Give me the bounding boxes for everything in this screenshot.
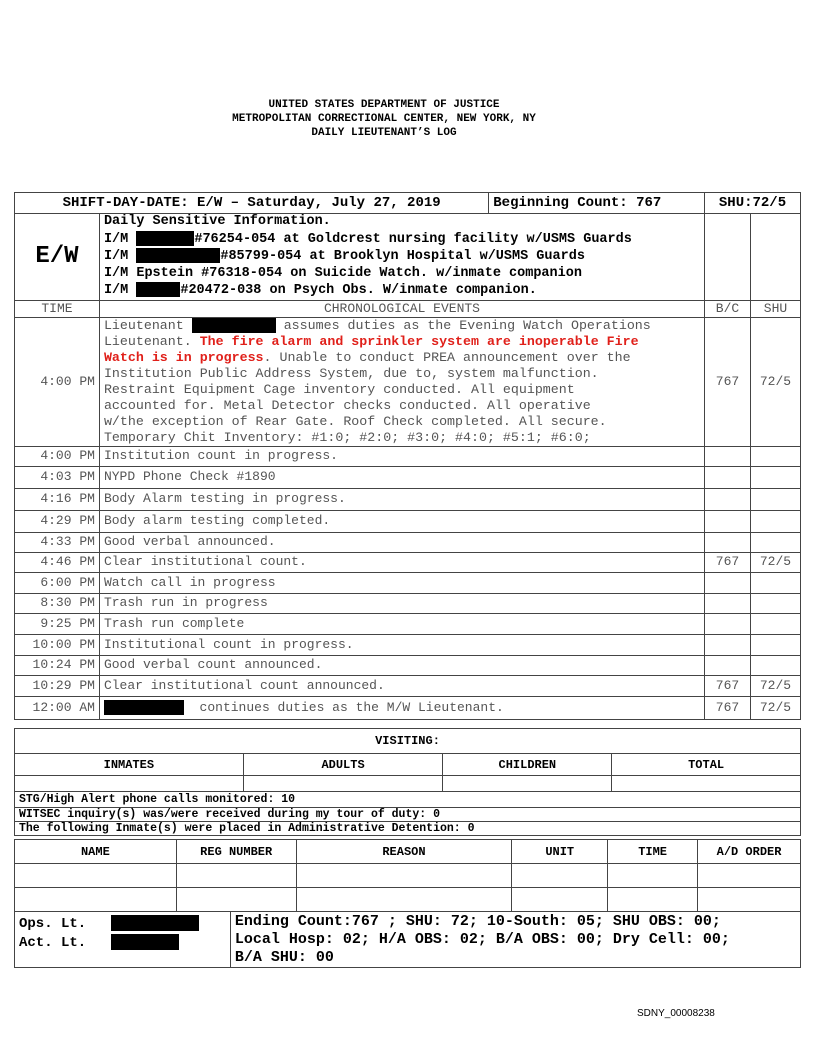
entry-bc <box>705 572 751 593</box>
log-entry-row <box>15 532 801 552</box>
visiting-children: CHILDREN <box>443 754 612 776</box>
entry-bc <box>705 466 751 488</box>
log-entry-row <box>15 634 801 655</box>
shu-count: SHU:72/5 <box>705 193 801 214</box>
visiting-title: VISITING: <box>15 729 801 754</box>
entry-bc <box>705 613 751 634</box>
entry-time: 4:16 PM <box>15 488 100 510</box>
entry-shu <box>750 572 800 593</box>
ending-count: Ending Count:767 ; SHU: 72; 10-South: 05; SHU OBS: 00; Local Hosp: 02; H/A OBS: 02; B/A OBS: 00; Dry Cell: 00; B/A SHU: 00 <box>230 912 800 968</box>
entry-bc <box>705 634 751 655</box>
log-table <box>14 192 801 720</box>
entry-bc <box>705 655 751 675</box>
entry-shu: 72/5 <box>750 675 800 696</box>
entry-shu <box>750 510 800 532</box>
entry-time: 4:33 PM <box>15 532 100 552</box>
entry-time: 10:29 PM <box>15 675 100 696</box>
entry-event: Clear institutional count announced. <box>99 675 704 696</box>
witsec-inquiry: WITSEC inquiry(s) was/were received during my tour of duty: 0 <box>15 808 801 822</box>
col-time: TIME <box>15 300 100 317</box>
entry-bc: 767 <box>705 552 751 572</box>
entry-time: 10:24 PM <box>15 655 100 675</box>
entry-time: 8:30 PM <box>15 593 100 613</box>
shift-code: E/W <box>15 214 100 301</box>
entry-time: 4:46 PM <box>15 552 100 572</box>
visiting-adults: ADULTS <box>243 754 443 776</box>
log-entry-row <box>15 655 801 675</box>
entry-event: Institution count in progress. <box>99 446 704 466</box>
entry-event: Body Alarm testing in progress. <box>99 488 704 510</box>
det-col-name: NAME <box>15 840 177 864</box>
det-col-reg: REG NUMBER <box>176 840 296 864</box>
det-col-ad: A/D ORDER <box>698 840 801 864</box>
entry-bc: 767 <box>705 317 751 446</box>
entry-event: NYPD Phone Check #1890 <box>99 466 704 488</box>
visiting-total: TOTAL <box>612 754 801 776</box>
sensitive-info <box>99 214 704 301</box>
det-col-time: TIME <box>608 840 698 864</box>
det-col-reason: REASON <box>296 840 512 864</box>
entry-shu <box>750 446 800 466</box>
entry-event: Clear institutional count. <box>99 552 704 572</box>
header-line-3: DAILY LIEUTENANT’S LOG <box>311 127 457 139</box>
entry-time: 6:00 PM <box>15 572 100 593</box>
entry-time: 4:00 PM <box>15 317 100 446</box>
log-entry-row <box>15 675 801 696</box>
log-entry-row <box>15 510 801 532</box>
stg-calls: STG/High Alert phone calls monitored: 10 <box>15 792 801 808</box>
col-bc: B/C <box>705 300 751 317</box>
entry-shu <box>750 466 800 488</box>
entry-shu <box>750 488 800 510</box>
entry-shu <box>750 593 800 613</box>
document-header <box>0 98 768 140</box>
log-entry-row <box>15 552 801 572</box>
entry-event: Trash run in progress <box>99 593 704 613</box>
entry-time: 4:29 PM <box>15 510 100 532</box>
shift-day-date: SHIFT-DAY-DATE: E/W – Saturday, July 27, 2019 <box>15 193 489 214</box>
col-events: CHRONOLOGICAL EVENTS <box>99 300 704 317</box>
header-line-2: METROPOLITAN CORRECTIONAL CENTER, NEW YORK, NY <box>232 113 536 125</box>
entry-event: Body alarm testing completed. <box>99 510 704 532</box>
detention-table <box>14 839 801 912</box>
entry-shu: 72/5 <box>750 552 800 572</box>
entry-time: 4:03 PM <box>15 466 100 488</box>
sensitive-line: I/M #76254-054 at Goldcrest nursing facility w/USMS Guards <box>103 231 632 247</box>
beginning-count: Beginning Count: 767 <box>489 193 705 214</box>
entry-time: 10:00 PM <box>15 634 100 655</box>
col-shu: SHU <box>750 300 800 317</box>
signoff-table <box>14 911 801 968</box>
entry-event: Trash run complete <box>99 613 704 634</box>
log-entry-row <box>15 613 801 634</box>
entry-bc <box>705 488 751 510</box>
entry-event: continues duties as the M/W Lieutenant. <box>99 696 704 719</box>
log-entry-row <box>15 593 801 613</box>
entry-shu <box>750 532 800 552</box>
entry-time: 4:00 PM <box>15 446 100 466</box>
entry-bc: 767 <box>705 675 751 696</box>
entry-shu <box>750 655 800 675</box>
sensitive-line: I/M Epstein #76318-054 on Suicide Watch. w/inmate companion <box>103 265 582 281</box>
entry-event: Good verbal count announced. <box>99 655 704 675</box>
entry-time: 12:00 AM <box>15 696 100 719</box>
signoff-names: Ops. Lt. Act. Lt. <box>15 912 231 968</box>
log-entry-row <box>15 488 801 510</box>
entry-shu: 72/5 <box>750 317 800 446</box>
log-entry-row <box>15 446 801 466</box>
entry-event: Lieutenant assumes duties as the Evening Watch Operations Lieutenant. The fire alarm and sprinkler system are inoperable Fire Watch is in progress. Unable to conduct PREA announcement over the Institution Public Address System, due to, system malfunction. Restraint Equipment Cage inventory conducted. All equipment accounted for. Metal Detector checks conducted. All operative w/the exception of Rear Gate. Roof Check completed. All secure. Temporary Chit Inventory: #1:0; #2:0; #3:0; #4:0; #5:1; #6:0; <box>99 317 704 446</box>
entry-shu <box>750 613 800 634</box>
entry-event: Institutional count in progress. <box>99 634 704 655</box>
header-line-1: UNITED STATES DEPARTMENT OF JUSTICE <box>268 99 500 111</box>
visiting-inmates: INMATES <box>15 754 244 776</box>
sensitive-line: I/M #20472-038 on Psych Obs. W/inmate companion. <box>103 283 537 299</box>
entry-bc <box>705 446 751 466</box>
entry-time: 9:25 PM <box>15 613 100 634</box>
visiting-table <box>14 728 801 836</box>
entry-shu <box>750 634 800 655</box>
log-entry-row <box>15 466 801 488</box>
entry-shu: 72/5 <box>750 696 800 719</box>
entry-bc <box>705 510 751 532</box>
admin-detention: The following Inmate(s) were placed in Administrative Detention: 0 <box>15 822 801 836</box>
entry-event: Good verbal announced. <box>99 532 704 552</box>
bates-number: SDNY_00008238 <box>637 1008 715 1019</box>
entry-event: Watch call in progress <box>99 572 704 593</box>
entry-bc <box>705 593 751 613</box>
det-col-unit: UNIT <box>512 840 608 864</box>
entry-bc <box>705 532 751 552</box>
sensitive-title: Daily Sensitive Information. <box>103 214 331 229</box>
log-entry-row <box>15 572 801 593</box>
entry-bc: 767 <box>705 696 751 719</box>
sensitive-line: I/M #85799-054 at Brooklyn Hospital w/USMS Guards <box>103 249 585 265</box>
